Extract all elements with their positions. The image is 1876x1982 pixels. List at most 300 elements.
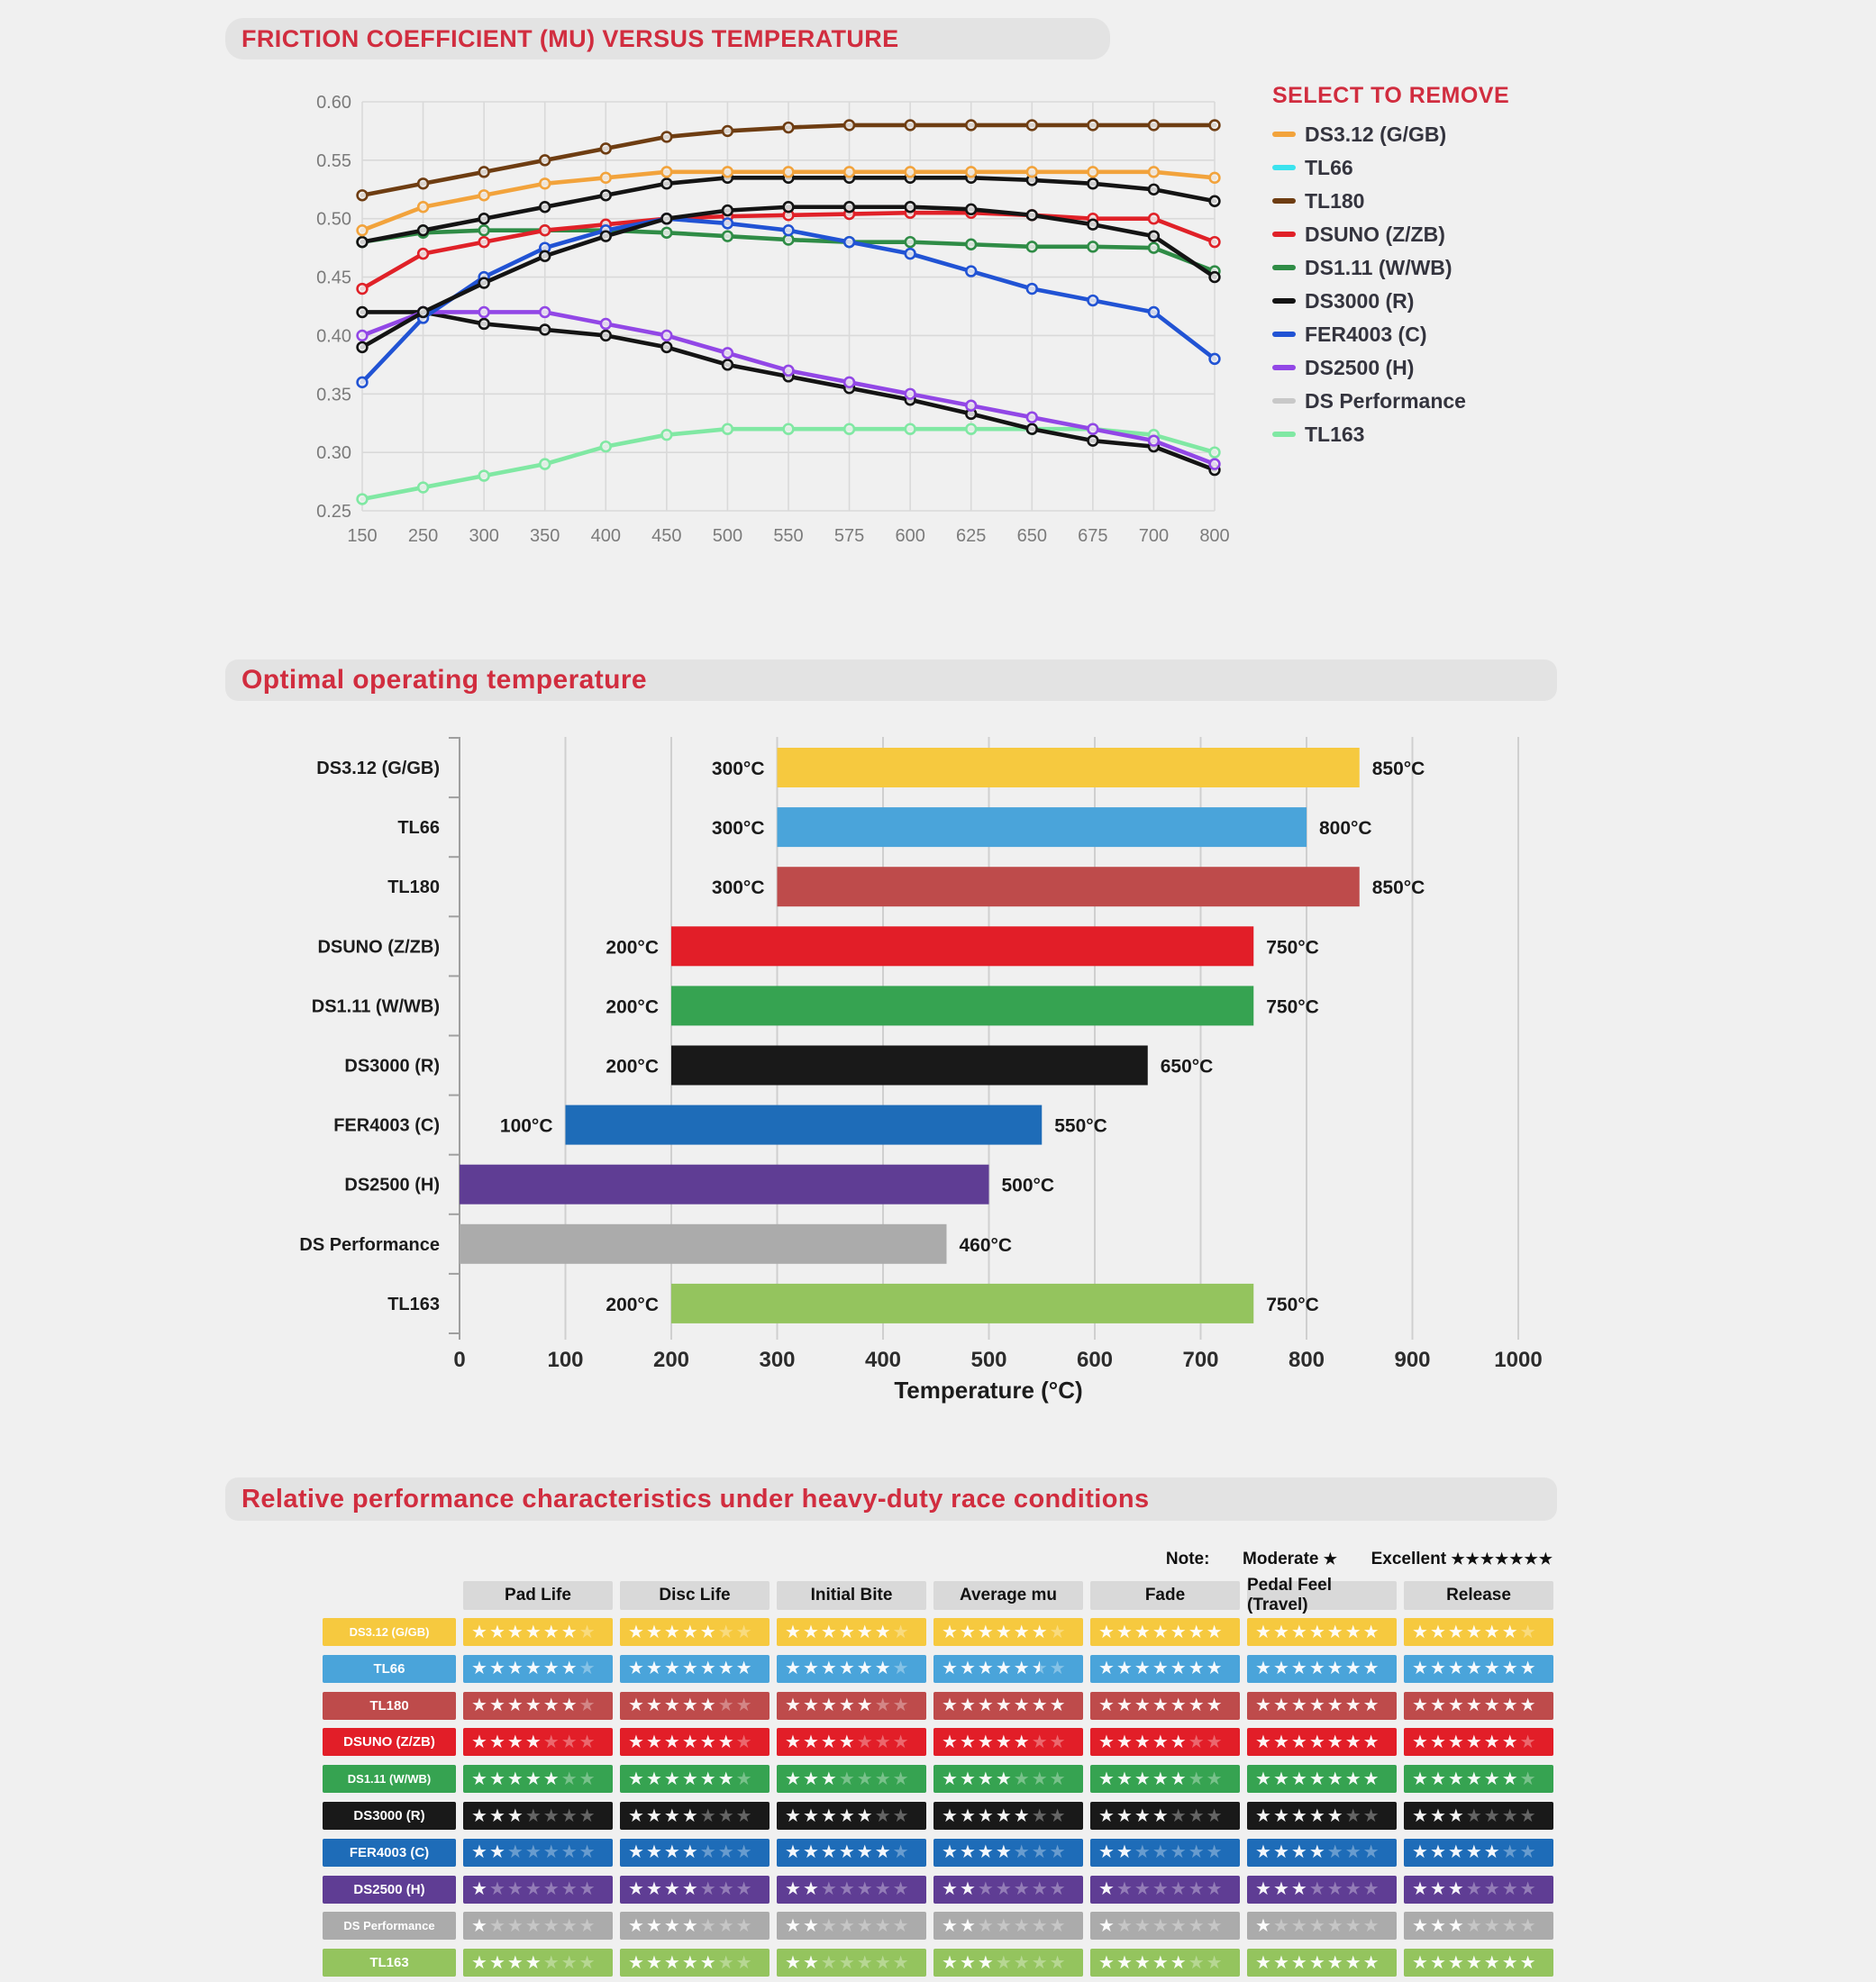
star-icon: ★: [542, 1842, 560, 1863]
star-icon: ★: [735, 1696, 752, 1716]
rating-cell: [1090, 1655, 1240, 1683]
data-point: [1027, 284, 1037, 294]
star-icon: ★: [820, 1805, 837, 1826]
legend-item-DS1.11 (W/WB)[interactable]: [1272, 257, 1570, 278]
rating-cell: [777, 1728, 926, 1756]
star-icon: ★: [802, 1696, 819, 1716]
data-point: [723, 205, 733, 215]
rating-cell: [1247, 1912, 1397, 1940]
data-point: [966, 267, 976, 277]
table-row-DS1.11 (W/WB): [323, 1765, 1553, 1793]
column-header-Average mu: Average mu: [933, 1581, 1083, 1610]
mu-x-tick-label: 800: [1199, 526, 1230, 546]
star-icon: ★: [802, 1659, 819, 1679]
star-icon: ★: [645, 1915, 662, 1936]
star-icon: ★: [1098, 1915, 1115, 1936]
star-icon: ★: [1013, 1805, 1030, 1826]
data-point: [1149, 436, 1159, 446]
temp-bar-label: DS2500 (H): [344, 1175, 440, 1196]
rating-cell: [620, 1765, 770, 1793]
data-point: [1149, 307, 1159, 317]
star-icon: ★: [1031, 1732, 1048, 1752]
star-icon: ★: [699, 1805, 716, 1826]
data-point: [601, 173, 611, 183]
star-icon: ★: [874, 1622, 891, 1642]
star-icon: ★: [1326, 1805, 1343, 1826]
mu-x-tick-label: 650: [1016, 526, 1047, 546]
star-icon: ★: [1308, 1659, 1325, 1679]
star-icon: ★: [1519, 1696, 1536, 1716]
ratings-title: Relative performance characteristics under heavy-duty race conditions: [241, 1484, 1150, 1514]
star-icon: ★: [1152, 1915, 1169, 1936]
star-icon: ★: [785, 1952, 801, 1973]
star-icon: ★: [785, 1842, 801, 1863]
star-icon: ★: [1049, 1732, 1066, 1752]
mu-x-tick-label: 550: [773, 526, 804, 546]
rating-cell: [1404, 1839, 1553, 1867]
data-point: [1088, 424, 1097, 434]
star-icon: ★: [1013, 1842, 1030, 1863]
star-icon: ★: [506, 1768, 524, 1789]
star-icon: ★: [1447, 1915, 1464, 1936]
star-icon: ★: [1326, 1952, 1343, 1973]
row-label: TL180: [323, 1692, 456, 1720]
legend-item-DS Performance[interactable]: [1272, 390, 1570, 412]
star-icon: ★: [1362, 1732, 1380, 1752]
rating-cell: [1090, 1765, 1240, 1793]
star-icon: ★: [628, 1805, 644, 1826]
star-icon: ★: [1362, 1696, 1380, 1716]
star-icon: ★: [1152, 1768, 1169, 1789]
star-icon: ★: [699, 1879, 716, 1900]
data-point: [358, 190, 368, 200]
star-icon: ★: [874, 1805, 891, 1826]
row-label: TL66: [323, 1655, 456, 1683]
star-icon: ★: [1465, 1622, 1482, 1642]
mu-y-tick-label: 0.45: [316, 268, 351, 288]
star-icon: ★: [1098, 1952, 1115, 1973]
temp-bar-label: FER4003 (C): [333, 1115, 440, 1136]
rating-cell: [463, 1765, 613, 1793]
star-icon: ★: [1255, 1879, 1271, 1900]
star-icon: ★: [488, 1952, 505, 1973]
temp-bar: [778, 748, 1360, 787]
temp-bar-start-label: 300°C: [711, 759, 765, 779]
temp-x-tick-label: 700: [1182, 1348, 1219, 1372]
star-icon: ★: [1206, 1952, 1223, 1973]
row-label: FER4003 (C): [323, 1839, 456, 1867]
star-icon: ★: [1170, 1696, 1187, 1716]
star-icon: ★: [1501, 1622, 1518, 1642]
data-point: [906, 237, 915, 247]
star-icon: ★: [1483, 1952, 1500, 1973]
star-icon: ★: [1049, 1768, 1066, 1789]
rating-cell: [933, 1765, 1083, 1793]
star-icon: ★: [1290, 1659, 1307, 1679]
star-icon: ★: [802, 1622, 819, 1642]
star-icon: ★: [820, 1915, 837, 1936]
legend-swatch-icon: [1272, 132, 1296, 137]
legend-item-TL66[interactable]: [1272, 157, 1570, 178]
data-point: [784, 202, 794, 212]
star-icon: ★: [1272, 1659, 1289, 1679]
rating-cell: [1090, 1839, 1240, 1867]
legend-item-FER4003 (C)[interactable]: [1272, 323, 1570, 345]
star-icon: ★: [942, 1842, 958, 1863]
star-icon: ★: [820, 1768, 837, 1789]
star-icon: ★: [1049, 1696, 1066, 1716]
star-icon: ★: [977, 1768, 994, 1789]
rating-cell: [933, 1912, 1083, 1940]
star-icon: ★: [1170, 1952, 1187, 1973]
star-icon: ★: [578, 1952, 596, 1973]
data-point: [723, 424, 733, 434]
star-icon: ★: [560, 1696, 578, 1716]
data-point: [1210, 196, 1220, 206]
star-icon: ★: [1188, 1805, 1205, 1826]
star-icon: ★: [1013, 1915, 1030, 1936]
rating-cell: [777, 1802, 926, 1830]
star-icon: ★: [1412, 1952, 1428, 1973]
star-icon: ★: [663, 1842, 680, 1863]
star-icon: ★: [717, 1659, 734, 1679]
rating-cell: [1090, 1949, 1240, 1977]
data-point: [906, 167, 915, 177]
star-icon: ★: [663, 1696, 680, 1716]
temp-bar-start-label: 100°C: [499, 1115, 553, 1137]
legend-item-TL163[interactable]: [1272, 423, 1570, 445]
star-icon: ★: [838, 1696, 855, 1716]
star-icon: ★: [1362, 1915, 1380, 1936]
star-icon: ★: [1272, 1732, 1289, 1752]
table-row-DS3.12 (G/GB): [323, 1618, 1553, 1646]
star-icon: ★: [560, 1952, 578, 1973]
mu-x-tick-label: 675: [1078, 526, 1108, 546]
star-icon: ★: [942, 1768, 958, 1789]
star-icon: ★: [717, 1768, 734, 1789]
star-icon: ★: [1255, 1622, 1271, 1642]
star-icon: ★: [681, 1952, 698, 1973]
star-icon: ★: [524, 1732, 542, 1752]
data-point: [661, 132, 671, 142]
star-icon: ★: [1272, 1622, 1289, 1642]
star-icon: ★: [1447, 1842, 1464, 1863]
star-icon: ★: [977, 1696, 994, 1716]
star-icon: ★: [578, 1879, 596, 1900]
star-icon: ★: [1134, 1622, 1151, 1642]
star-icon: ★: [1116, 1915, 1133, 1936]
star-icon: ★: [560, 1659, 578, 1679]
star-icon: ★: [628, 1768, 644, 1789]
star-icon: ★: [785, 1696, 801, 1716]
data-point: [723, 359, 733, 369]
star-icon: ★: [663, 1732, 680, 1752]
row-label: TL163: [323, 1949, 456, 1977]
star-icon: ★: [1188, 1879, 1205, 1900]
star-icon: ★: [1272, 1805, 1289, 1826]
star-icon: ★: [1255, 1952, 1271, 1973]
table-row-DSUNO (Z/ZB): [323, 1728, 1553, 1756]
star-icon: ★: [1519, 1659, 1536, 1679]
temp-bar-end-label: 550°C: [1054, 1115, 1107, 1137]
star-icon: ★: [874, 1659, 891, 1679]
data-point: [358, 284, 368, 294]
star-icon: ★: [1447, 1805, 1464, 1826]
star-icon: ★: [699, 1768, 716, 1789]
star-icon: ★: [578, 1696, 596, 1716]
star-icon: ★: [681, 1696, 698, 1716]
star-icon: ★: [1519, 1952, 1536, 1973]
star-icon: ★: [892, 1952, 909, 1973]
star-icon: ★: [699, 1842, 716, 1863]
star-icon: ★: [802, 1842, 819, 1863]
star-icon: ★: [1206, 1732, 1223, 1752]
legend-item-TL180[interactable]: [1272, 190, 1570, 212]
star-icon: ★: [699, 1952, 716, 1973]
star-icon: ★: [959, 1952, 976, 1973]
star-icon: ★: [1429, 1732, 1446, 1752]
data-point: [1088, 436, 1097, 446]
star-icon: ★: [1308, 1732, 1325, 1752]
star-icon: ★: [1188, 1696, 1205, 1716]
data-point: [358, 307, 368, 317]
star-icon: ★: [785, 1768, 801, 1789]
data-point: [723, 232, 733, 241]
star-icon: ★: [1412, 1768, 1428, 1789]
rating-cell: [1404, 1655, 1553, 1683]
star-icon: ★: [471, 1659, 487, 1679]
star-icon: ★: [1049, 1952, 1066, 1973]
temp-bar-label: DS3000 (R): [344, 1056, 440, 1077]
data-point: [358, 495, 368, 505]
data-point: [540, 178, 550, 188]
star-icon: ★: [1116, 1659, 1133, 1679]
legend-item-DS3.12 (G/GB)[interactable]: [1272, 123, 1570, 145]
star-icon: ★: [1483, 1659, 1500, 1679]
table-row-TL163: [323, 1949, 1553, 1977]
rating-cell: [777, 1912, 926, 1940]
rating-cell: [463, 1912, 613, 1940]
table-row-TL66: [323, 1655, 1553, 1683]
legend-items: [1272, 123, 1570, 445]
data-point: [418, 307, 428, 317]
temp-bar-row-DSUNO (Z/ZB): [317, 926, 1318, 966]
temp-bar-row-TL163: [387, 1284, 1319, 1323]
legend-item-DS2500 (H)[interactable]: [1272, 357, 1570, 378]
temp-x-tick-label: 500: [970, 1348, 1007, 1372]
star-icon: ★: [645, 1732, 662, 1752]
star-icon: ★: [1465, 1952, 1482, 1973]
star-icon: ★: [1152, 1952, 1169, 1973]
star-icon: ★: [1290, 1879, 1307, 1900]
rating-cell: [777, 1876, 926, 1904]
star-icon: ★: [542, 1696, 560, 1716]
star-icon: ★: [892, 1622, 909, 1642]
star-icon: ★: [820, 1842, 837, 1863]
star-icon: ★: [942, 1732, 958, 1752]
star-icon: ★: [1447, 1732, 1464, 1752]
data-point: [966, 401, 976, 411]
star-icon: ★: [717, 1732, 734, 1752]
temp-x-tick-label: 800: [1288, 1348, 1325, 1372]
temp-bar: [778, 867, 1360, 906]
star-icon: ★: [717, 1696, 734, 1716]
star-icon: ★: [1290, 1915, 1307, 1936]
star-icon: ★: [856, 1915, 873, 1936]
star-icon: ★: [892, 1659, 909, 1679]
row-label: DS1.11 (W/WB): [323, 1765, 456, 1793]
mu-x-tick-label: 500: [712, 526, 743, 546]
temp-bar-label: DSUNO (Z/ZB): [317, 937, 440, 958]
star-icon: ★: [1290, 1952, 1307, 1973]
star-icon: ★: [1049, 1659, 1066, 1679]
temp-bar-end-label: 750°C: [1266, 1294, 1319, 1315]
star-icon: ★: [1188, 1622, 1205, 1642]
star-icon: ★: [560, 1879, 578, 1900]
mu-y-tick-label: 0.40: [316, 326, 351, 347]
star-icon: ★: [874, 1768, 891, 1789]
star-icon: ★: [735, 1622, 752, 1642]
star-icon: ★: [1326, 1842, 1343, 1863]
star-icon: ★: [1049, 1622, 1066, 1642]
data-point: [906, 249, 915, 259]
star-icon: ★: [1447, 1659, 1464, 1679]
legend-swatch-icon: [1272, 332, 1296, 337]
star-icon: ★: [488, 1879, 505, 1900]
star-icon: ★: [1170, 1732, 1187, 1752]
rating-cell: [933, 1692, 1083, 1720]
temp-x-tick-label: 900: [1394, 1348, 1431, 1372]
star-icon: ★: [856, 1805, 873, 1826]
data-point: [661, 178, 671, 188]
star-icon: ★: [1206, 1915, 1223, 1936]
column-header-Fade: Fade: [1090, 1581, 1240, 1610]
star-icon: ★: [1308, 1842, 1325, 1863]
star-icon: ★: [1465, 1696, 1482, 1716]
star-icon: ★: [1519, 1879, 1536, 1900]
star-icon: ★: [959, 1879, 976, 1900]
star-icon: ★: [977, 1622, 994, 1642]
star-icon: ★: [1344, 1659, 1361, 1679]
star-icon: ★: [628, 1732, 644, 1752]
rating-cell: [1090, 1618, 1240, 1646]
star-icon: ★: [628, 1915, 644, 1936]
star-icon: ★: [1272, 1915, 1289, 1936]
mu-chart-legend: [1272, 83, 1570, 457]
mu-x-tick-label: 625: [956, 526, 987, 546]
data-point: [479, 214, 489, 223]
mu-line-chart: [297, 63, 1243, 559]
temp-x-tick-label: 300: [759, 1348, 796, 1372]
data-point: [479, 319, 489, 329]
data-point: [661, 342, 671, 352]
star-icon: ★: [1465, 1879, 1482, 1900]
star-icon: ★: [1098, 1768, 1115, 1789]
star-icon: ★: [1465, 1768, 1482, 1789]
star-icon: ★: [1272, 1952, 1289, 1973]
rating-cell: [777, 1618, 926, 1646]
star-icon: ★: [524, 1622, 542, 1642]
legend-item-DSUNO (Z/ZB)[interactable]: [1272, 223, 1570, 245]
star-icon: ★: [471, 1622, 487, 1642]
star-icon: ★: [1013, 1879, 1030, 1900]
star-icon: ★: [838, 1659, 855, 1679]
star-icon: ★: [892, 1732, 909, 1752]
star-icon: ★: [471, 1805, 487, 1826]
star-icon: ★: [506, 1952, 524, 1973]
star-icon: ★: [1031, 1879, 1048, 1900]
temp-bar-start-label: 200°C: [606, 937, 659, 959]
star-icon: ★: [1290, 1768, 1307, 1789]
star-icon: ★: [1344, 1768, 1361, 1789]
star-icon: ★: [717, 1915, 734, 1936]
star-icon: ★: [1272, 1768, 1289, 1789]
rating-cell: [1404, 1949, 1553, 1977]
data-point: [418, 249, 428, 259]
data-point: [601, 143, 611, 153]
table-row-DS3000 (R): [323, 1802, 1553, 1830]
star-icon: ★: [471, 1842, 487, 1863]
star-icon: ★: [1013, 1659, 1030, 1679]
data-point: [1088, 241, 1097, 251]
data-point: [1210, 173, 1220, 183]
star-icon: ★: [645, 1659, 662, 1679]
note-excellent-label: Excellent: [1371, 1550, 1447, 1568]
star-icon: ★: [977, 1879, 994, 1900]
star-icon: ★: [542, 1768, 560, 1789]
data-point: [540, 202, 550, 212]
star-icon: ★: [785, 1805, 801, 1826]
rating-cell: [620, 1912, 770, 1940]
star-icon: ★: [874, 1842, 891, 1863]
legend-item-label: DS3.12 (G/GB): [1305, 122, 1447, 146]
star-icon: ★: [628, 1622, 644, 1642]
star-icon: ★: [1429, 1696, 1446, 1716]
rating-cell: [1090, 1912, 1240, 1940]
row-label: DS2500 (H): [323, 1876, 456, 1904]
star-icon: ★: [1429, 1659, 1446, 1679]
data-point: [1210, 121, 1220, 131]
star-icon: ★: [1501, 1768, 1518, 1789]
legend-item-DS3000 (R)[interactable]: [1272, 290, 1570, 312]
star-icon: ★: [1188, 1768, 1205, 1789]
star-icon: ★: [1344, 1952, 1361, 1973]
data-point: [1210, 237, 1220, 247]
star-icon: ★: [785, 1879, 801, 1900]
star-icon: ★: [1519, 1805, 1536, 1826]
star-icon: ★: [560, 1732, 578, 1752]
star-icon: ★: [1465, 1659, 1482, 1679]
star-icon: ★: [1206, 1805, 1223, 1826]
star-icon: ★: [1098, 1696, 1115, 1716]
star-icon: ★: [488, 1842, 505, 1863]
data-point: [966, 205, 976, 214]
star-icon: ★: [1412, 1732, 1428, 1752]
star-icon: ★: [524, 1659, 542, 1679]
column-header-Pedal Feel (Travel): Pedal Feel (Travel): [1247, 1581, 1397, 1610]
star-icon: ★: [1049, 1842, 1066, 1863]
star-icon: ★: [628, 1879, 644, 1900]
star-icon: ★: [1326, 1732, 1343, 1752]
star-icon: ★: [1152, 1696, 1169, 1716]
rating-cell: [1090, 1802, 1240, 1830]
star-icon: ★: [856, 1879, 873, 1900]
star-icon: ★: [1483, 1768, 1500, 1789]
star-icon: ★: [785, 1732, 801, 1752]
temp-bar-row-DS3.12 (G/GB): [316, 748, 1425, 787]
data-point: [1149, 214, 1159, 223]
star-icon: ★: [628, 1696, 644, 1716]
